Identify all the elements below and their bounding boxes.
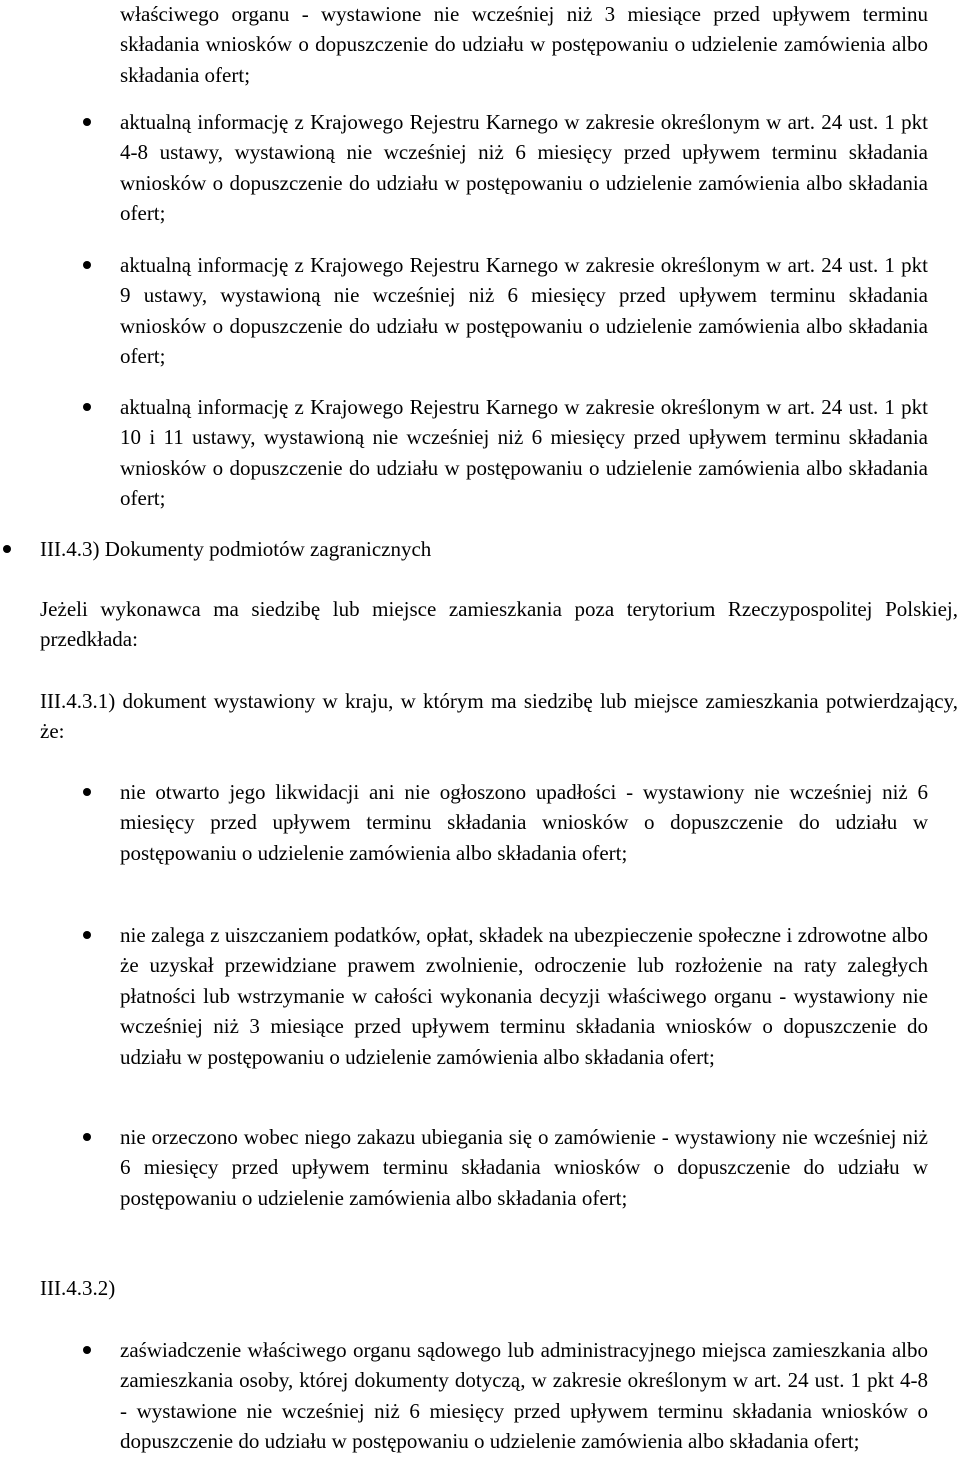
- list-item-krk-2: aktualną informację z Krajowego Rejestru Karnego w zakresie określonym w art. 24 ust. 1 pkt 9 ustawy, wystawioną nie wcześniej niż 6 miesięcy przed upływem terminu składania wniosków o dopuszczenie do udziału w postępowaniu o udzielenie zamówienia albo składania ofert;: [120, 253, 928, 369]
- bullet-icon: [3, 545, 11, 553]
- paragraph-foreign-intro: Jeżeli wykonawca ma siedzibę lub miejsce zamieszkania poza terytorium Rzeczypospolitej Polskiej, przedkłada:: [40, 597, 958, 652]
- bullet-icon: [83, 1133, 91, 1141]
- paragraph-continuation: właściwego organu - wystawione nie wcześniej niż 3 miesiące przed upływem terminu składania wniosków o dopuszczenie do udziału w postępowaniu o udzielenie zamówienia albo składania ofert;: [120, 2, 928, 87]
- bullet-icon: [83, 931, 91, 939]
- bullet-icon: [83, 118, 91, 126]
- list-item-certificate: zaświadczenie właściwego organu sądowego lub administracyjnego miejsca zamieszkania albo zamieszkania osoby, której dokumenty dotyczą, w zakresie określonym w art. 24 ust. 1 pkt 4-8 - wystawione nie wcześniej niż 6 miesięcy przed upływem terminu składania wniosków o dopuszczenie do udziału w postępowaniu o udzielenie zamówienia albo składania ofert;: [120, 1338, 928, 1454]
- bullet-icon: [83, 403, 91, 411]
- bullet-icon: [83, 261, 91, 269]
- section-heading-foreign-docs: III.4.3) Dokumenty podmiotów zagranicznych: [40, 537, 432, 561]
- bullet-icon: [83, 788, 91, 796]
- list-item-taxes: nie zalega z uiszczaniem podatków, opłat, składek na ubezpieczenie społeczne i zdrowotne albo że uzyskał przewidziane prawem zwolnienie, odroczenie lub rozłożenie na raty zaległych płatności lub wstrzymanie w całości wykonania decyzji właściwego organu - wystawiony nie wcześniej niż 3 miesiące przed upływem terminu składania wniosków o dopuszczenie do udziału w postępowaniu o udzielenie zamówienia albo składania ofert;: [120, 923, 928, 1069]
- bullet-icon: [83, 1346, 91, 1354]
- paragraph-section-iii-4-3-1: III.4.3.1) dokument wystawiony w kraju, w którym ma siedzibę lub miejsce zamieszkania potwierdzający, że:: [40, 689, 958, 744]
- list-item-ban: nie orzeczono wobec niego zakazu ubiegania się o zamówienie - wystawiony nie wcześniej niż 6 miesięcy przed upływem terminu składania wniosków o dopuszczenie do udziału w postępowaniu o udzielenie zamówienia albo składania ofert;: [120, 1125, 928, 1210]
- list-item-krk-1: aktualną informację z Krajowego Rejestru Karnego w zakresie określonym w art. 24 ust. 1 pkt 4-8 ustawy, wystawioną nie wcześniej niż 6 miesięcy przed upływem terminu składania wniosków o dopuszczenie do udziału w postępowaniu o udzielenie zamówienia albo składania ofert;: [120, 110, 928, 226]
- section-label-iii-4-3-2: III.4.3.2): [40, 1276, 116, 1300]
- list-item-krk-3: aktualną informację z Krajowego Rejestru Karnego w zakresie określonym w art. 24 ust. 1 pkt 10 i 11 ustawy, wystawioną nie wcześniej niż 6 miesięcy przed upływem terminu składania wniosków o dopuszczenie do udziału w postępowaniu o udzielenie zamówienia albo składania ofert;: [120, 395, 928, 511]
- list-item-liquidation: nie otwarto jego likwidacji ani nie ogłoszono upadłości - wystawiony nie wcześniej niż 6 miesięcy przed upływem terminu składania wniosków o dopuszczenie do udziału w postępowaniu o udzielenie zamówienia albo składania ofert;: [120, 780, 928, 865]
